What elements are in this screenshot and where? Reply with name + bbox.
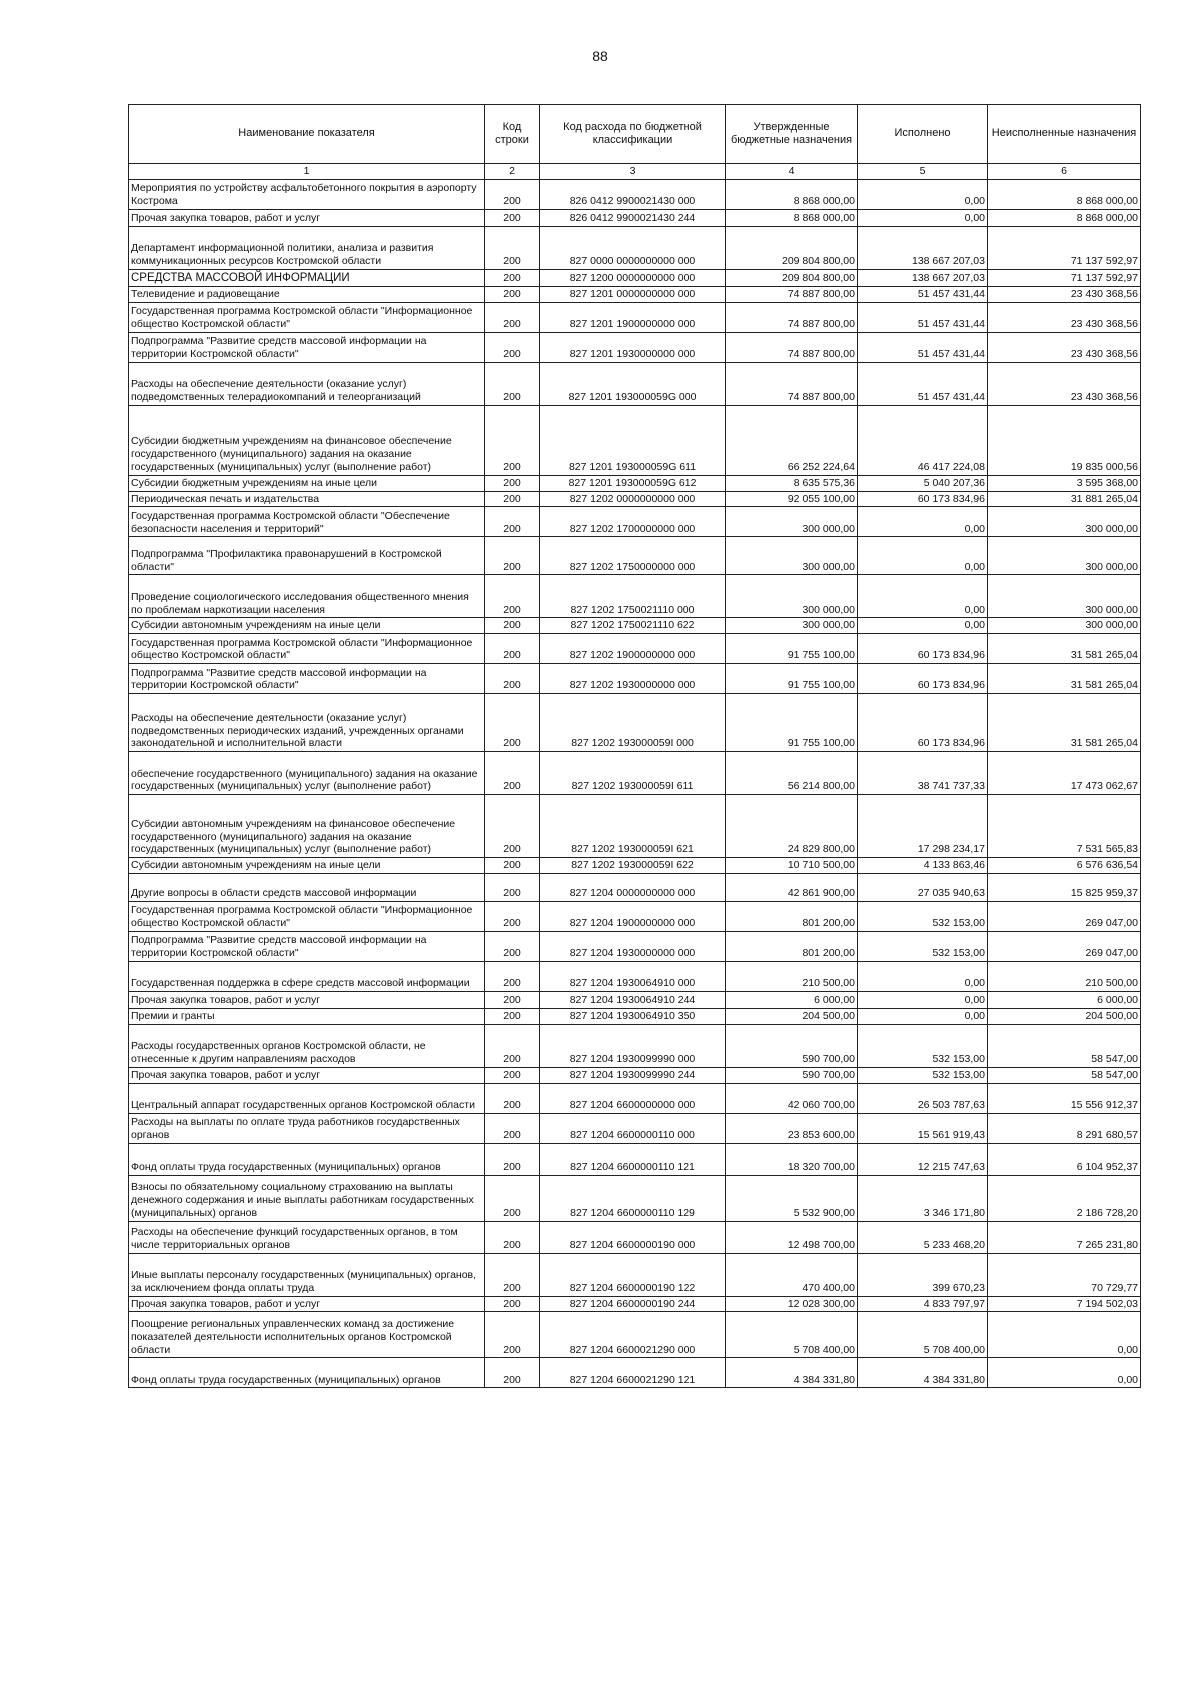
row-code: 200 bbox=[485, 932, 540, 962]
row-executed-amount: 51 457 431,44 bbox=[858, 287, 988, 303]
row-unexecuted-amount: 0,00 bbox=[988, 1358, 1141, 1388]
table-row bbox=[129, 1143, 1141, 1175]
row-unexecuted-amount: 3 595 368,00 bbox=[988, 475, 1141, 491]
row-approved-amount: 210 500,00 bbox=[726, 962, 858, 992]
table-row bbox=[129, 227, 1141, 270]
row-approved-amount: 12 028 300,00 bbox=[726, 1296, 858, 1312]
row-approved-amount: 56 214 800,00 bbox=[726, 752, 858, 795]
row-unexecuted-amount: 15 556 912,37 bbox=[988, 1083, 1141, 1113]
row-approved-amount: 24 829 800,00 bbox=[726, 795, 858, 858]
table-row bbox=[129, 1067, 1141, 1083]
row-name: СРЕДСТВА МАССОВОЙ ИНФОРМАЦИИ bbox=[129, 270, 485, 287]
row-name: Расходы на обеспечение деятельности (оказание услуг) подведомственных телерадиокомпаний и телеорганизаций bbox=[129, 362, 485, 405]
row-classification-code: 827 1202 1900000000 000 bbox=[540, 634, 726, 664]
row-name: Государственная программа Костромской области "Информационное общество Костромской области" bbox=[129, 902, 485, 932]
row-executed-amount: 0,00 bbox=[858, 618, 988, 634]
table-row bbox=[129, 1296, 1141, 1312]
row-code: 200 bbox=[485, 227, 540, 270]
row-classification-code: 826 0412 9900021430 000 bbox=[540, 180, 726, 210]
row-code: 200 bbox=[485, 362, 540, 405]
row-approved-amount: 5 532 900,00 bbox=[726, 1175, 858, 1221]
row-executed-amount: 27 035 940,63 bbox=[858, 874, 988, 902]
row-code: 200 bbox=[485, 1253, 540, 1296]
row-unexecuted-amount: 70 729,77 bbox=[988, 1253, 1141, 1296]
row-name: Мероприятия по устройству асфальтобетонного покрытия в аэропорту Кострома bbox=[129, 180, 485, 210]
table-row bbox=[129, 537, 1141, 575]
column-number: 2 bbox=[485, 164, 540, 180]
row-approved-amount: 91 755 100,00 bbox=[726, 694, 858, 752]
row-name: обеспечение государственного (муниципального) задания на оказание государственных (муниципальных) услуг (выполнение работ) bbox=[129, 752, 485, 795]
row-unexecuted-amount: 7 531 565,83 bbox=[988, 795, 1141, 858]
row-name: Государственная программа Костромской области "Информационное общество Костромской области" bbox=[129, 302, 485, 332]
table-row bbox=[129, 795, 1141, 858]
row-executed-amount: 399 670,23 bbox=[858, 1253, 988, 1296]
row-code: 200 bbox=[485, 1067, 540, 1083]
row-executed-amount: 4 833 797,97 bbox=[858, 1296, 988, 1312]
row-approved-amount: 92 055 100,00 bbox=[726, 491, 858, 507]
row-classification-code: 827 1204 1930064910 000 bbox=[540, 962, 726, 992]
row-executed-amount: 60 173 834,96 bbox=[858, 491, 988, 507]
table-row bbox=[129, 1221, 1141, 1253]
header-classification: Код расхода по бюджетной классификации bbox=[540, 105, 726, 164]
row-executed-amount: 60 173 834,96 bbox=[858, 634, 988, 664]
row-classification-code: 827 1204 6600000110 000 bbox=[540, 1113, 726, 1143]
row-unexecuted-amount: 23 430 368,56 bbox=[988, 362, 1141, 405]
table-row bbox=[129, 302, 1141, 332]
row-code: 200 bbox=[485, 874, 540, 902]
row-code: 200 bbox=[485, 270, 540, 287]
row-name: Государственная программа Костромской области "Обеспечение безопасности населения и территорий" bbox=[129, 507, 485, 537]
row-approved-amount: 300 000,00 bbox=[726, 507, 858, 537]
table-row bbox=[129, 575, 1141, 618]
row-executed-amount: 15 561 919,43 bbox=[858, 1113, 988, 1143]
row-approved-amount: 590 700,00 bbox=[726, 1067, 858, 1083]
row-code: 200 bbox=[485, 332, 540, 362]
row-executed-amount: 0,00 bbox=[858, 537, 988, 575]
row-executed-amount: 12 215 747,63 bbox=[858, 1143, 988, 1175]
row-executed-amount: 4 133 863,46 bbox=[858, 858, 988, 874]
row-approved-amount: 66 252 224,64 bbox=[726, 405, 858, 475]
row-code: 200 bbox=[485, 634, 540, 664]
row-classification-code: 827 1204 1930099990 244 bbox=[540, 1067, 726, 1083]
row-executed-amount: 51 457 431,44 bbox=[858, 362, 988, 405]
table-row bbox=[129, 1358, 1141, 1388]
table-row bbox=[129, 270, 1141, 287]
page-number: 88 bbox=[592, 48, 608, 64]
row-code: 200 bbox=[485, 752, 540, 795]
table-row bbox=[129, 932, 1141, 962]
row-name: Субсидии автономным учреждениям на иные цели bbox=[129, 858, 485, 874]
row-name: Прочая закупка товаров, работ и услуг bbox=[129, 1067, 485, 1083]
row-classification-code: 827 1204 6600000190 000 bbox=[540, 1221, 726, 1253]
column-numbers-row bbox=[129, 164, 1141, 180]
row-unexecuted-amount: 23 430 368,56 bbox=[988, 302, 1141, 332]
row-name: Другие вопросы в области средств массовой информации bbox=[129, 874, 485, 902]
table-row bbox=[129, 634, 1141, 664]
row-classification-code: 827 1204 6600000110 129 bbox=[540, 1175, 726, 1221]
row-code: 200 bbox=[485, 491, 540, 507]
row-name: Субсидии бюджетным учреждениям на финансовое обеспечение государственного (муниципального) задания на оказание государственных (муниципальных) услуг (выполнение работ) bbox=[129, 405, 485, 475]
row-unexecuted-amount: 7 265 231,80 bbox=[988, 1221, 1141, 1253]
row-unexecuted-amount: 269 047,00 bbox=[988, 932, 1141, 962]
row-name: Периодическая печать и издательства bbox=[129, 491, 485, 507]
row-unexecuted-amount: 300 000,00 bbox=[988, 537, 1141, 575]
row-approved-amount: 590 700,00 bbox=[726, 1024, 858, 1067]
column-number: 4 bbox=[726, 164, 858, 180]
table-row bbox=[129, 1312, 1141, 1358]
table-row bbox=[129, 1175, 1141, 1221]
row-unexecuted-amount: 17 473 062,67 bbox=[988, 752, 1141, 795]
table-row bbox=[129, 902, 1141, 932]
row-classification-code: 827 1204 1900000000 000 bbox=[540, 902, 726, 932]
row-classification-code: 827 1201 0000000000 000 bbox=[540, 287, 726, 303]
row-classification-code: 827 1204 1930064910 244 bbox=[540, 992, 726, 1009]
row-approved-amount: 18 320 700,00 bbox=[726, 1143, 858, 1175]
row-executed-amount: 17 298 234,17 bbox=[858, 795, 988, 858]
row-name: Подпрограмма "Развитие средств массовой информации на территории Костромской области" bbox=[129, 332, 485, 362]
row-approved-amount: 204 500,00 bbox=[726, 1009, 858, 1025]
row-code: 200 bbox=[485, 1113, 540, 1143]
row-executed-amount: 0,00 bbox=[858, 210, 988, 227]
row-classification-code: 827 1202 193000059I 000 bbox=[540, 694, 726, 752]
table-row bbox=[129, 507, 1141, 537]
budget-execution-table bbox=[128, 104, 1141, 1388]
row-name: Фонд оплаты труда государственных (муниципальных) органов bbox=[129, 1143, 485, 1175]
row-unexecuted-amount: 31 581 265,04 bbox=[988, 634, 1141, 664]
row-name: Подпрограмма "Развитие средств массовой информации на территории Костромской области" bbox=[129, 932, 485, 962]
row-executed-amount: 532 153,00 bbox=[858, 932, 988, 962]
row-classification-code: 827 1202 1750000000 000 bbox=[540, 537, 726, 575]
table-row bbox=[129, 858, 1141, 874]
row-name: Иные выплаты персоналу государственных (муниципальных) органов, за исключением фонда оплаты труда bbox=[129, 1253, 485, 1296]
row-code: 200 bbox=[485, 902, 540, 932]
row-approved-amount: 801 200,00 bbox=[726, 932, 858, 962]
row-unexecuted-amount: 7 194 502,03 bbox=[988, 1296, 1141, 1312]
row-code: 200 bbox=[485, 302, 540, 332]
table-header bbox=[129, 105, 1141, 180]
header-name: Наименование показателя bbox=[129, 105, 485, 164]
row-name: Субсидии бюджетным учреждениям на иные цели bbox=[129, 475, 485, 491]
row-approved-amount: 74 887 800,00 bbox=[726, 362, 858, 405]
row-code: 200 bbox=[485, 507, 540, 537]
row-classification-code: 827 1201 1930000000 000 bbox=[540, 332, 726, 362]
row-name: Прочая закупка товаров, работ и услуг bbox=[129, 1296, 485, 1312]
row-approved-amount: 10 710 500,00 bbox=[726, 858, 858, 874]
row-unexecuted-amount: 15 825 959,37 bbox=[988, 874, 1141, 902]
table-row bbox=[129, 287, 1141, 303]
row-name: Прочая закупка товаров, работ и услуг bbox=[129, 210, 485, 227]
row-unexecuted-amount: 8 291 680,57 bbox=[988, 1113, 1141, 1143]
row-executed-amount: 0,00 bbox=[858, 992, 988, 1009]
row-name: Взносы по обязательному социальному страхованию на выплаты денежного содержания и иные выплаты работникам государственных (муниципальных) органов bbox=[129, 1175, 485, 1221]
row-unexecuted-amount: 300 000,00 bbox=[988, 507, 1141, 537]
table-row bbox=[129, 1024, 1141, 1067]
header-code: Код строки bbox=[485, 105, 540, 164]
row-classification-code: 827 1204 6600000110 121 bbox=[540, 1143, 726, 1175]
row-code: 200 bbox=[485, 1083, 540, 1113]
row-approved-amount: 42 861 900,00 bbox=[726, 874, 858, 902]
row-unexecuted-amount: 23 430 368,56 bbox=[988, 287, 1141, 303]
row-executed-amount: 51 457 431,44 bbox=[858, 302, 988, 332]
row-code: 200 bbox=[485, 795, 540, 858]
row-unexecuted-amount: 300 000,00 bbox=[988, 618, 1141, 634]
header-unexecuted: Неисполненные назначения bbox=[988, 105, 1141, 164]
row-code: 200 bbox=[485, 664, 540, 694]
column-number: 3 bbox=[540, 164, 726, 180]
row-executed-amount: 26 503 787,63 bbox=[858, 1083, 988, 1113]
row-classification-code: 827 1204 1930000000 000 bbox=[540, 932, 726, 962]
row-name: Расходы на выплаты по оплате труда работников государственных органов bbox=[129, 1113, 485, 1143]
row-name: Телевидение и радиовещание bbox=[129, 287, 485, 303]
row-code: 200 bbox=[485, 858, 540, 874]
row-unexecuted-amount: 23 430 368,56 bbox=[988, 332, 1141, 362]
row-classification-code: 826 0412 9900021430 244 bbox=[540, 210, 726, 227]
row-unexecuted-amount: 31 581 265,04 bbox=[988, 694, 1141, 752]
row-code: 200 bbox=[485, 1221, 540, 1253]
row-approved-amount: 300 000,00 bbox=[726, 537, 858, 575]
row-unexecuted-amount: 0,00 bbox=[988, 1312, 1141, 1358]
row-code: 200 bbox=[485, 1312, 540, 1358]
header-executed: Исполнено bbox=[858, 105, 988, 164]
row-unexecuted-amount: 8 868 000,00 bbox=[988, 210, 1141, 227]
row-classification-code: 827 1201 1900000000 000 bbox=[540, 302, 726, 332]
row-classification-code: 827 1204 1930064910 350 bbox=[540, 1009, 726, 1025]
table-row bbox=[129, 362, 1141, 405]
row-approved-amount: 8 635 575,36 bbox=[726, 475, 858, 491]
row-code: 200 bbox=[485, 1296, 540, 1312]
row-unexecuted-amount: 71 137 592,97 bbox=[988, 227, 1141, 270]
row-approved-amount: 5 708 400,00 bbox=[726, 1312, 858, 1358]
row-classification-code: 827 1202 0000000000 000 bbox=[540, 491, 726, 507]
column-number: 1 bbox=[129, 164, 485, 180]
row-classification-code: 827 1204 6600021290 121 bbox=[540, 1358, 726, 1388]
table-row bbox=[129, 210, 1141, 227]
row-executed-amount: 4 384 331,80 bbox=[858, 1358, 988, 1388]
table-row bbox=[129, 618, 1141, 634]
row-code: 200 bbox=[485, 210, 540, 227]
row-classification-code: 827 1202 1750021110 000 bbox=[540, 575, 726, 618]
row-executed-amount: 38 741 737,33 bbox=[858, 752, 988, 795]
table-row bbox=[129, 1083, 1141, 1113]
row-executed-amount: 532 153,00 bbox=[858, 1024, 988, 1067]
row-name: Проведение социологического исследования общественного мнения по проблемам наркотизации населения bbox=[129, 575, 485, 618]
row-name: Расходы на обеспечение деятельности (оказание услуг) подведомственных периодических изданий, учрежденных органами законодательной и исполнительной власти bbox=[129, 694, 485, 752]
row-code: 200 bbox=[485, 475, 540, 491]
header-approved: Утвержденные бюджетные назначения bbox=[726, 105, 858, 164]
row-code: 200 bbox=[485, 618, 540, 634]
row-executed-amount: 532 153,00 bbox=[858, 902, 988, 932]
row-unexecuted-amount: 19 835 000,56 bbox=[988, 405, 1141, 475]
row-unexecuted-amount: 58 547,00 bbox=[988, 1067, 1141, 1083]
row-classification-code: 827 1202 193000059I 622 bbox=[540, 858, 726, 874]
row-executed-amount: 5 233 468,20 bbox=[858, 1221, 988, 1253]
row-executed-amount: 138 667 207,03 bbox=[858, 227, 988, 270]
row-code: 200 bbox=[485, 1009, 540, 1025]
row-code: 200 bbox=[485, 180, 540, 210]
row-unexecuted-amount: 31 881 265,04 bbox=[988, 491, 1141, 507]
table-row bbox=[129, 332, 1141, 362]
column-number: 5 bbox=[858, 164, 988, 180]
row-executed-amount: 5 708 400,00 bbox=[858, 1312, 988, 1358]
table-row bbox=[129, 1113, 1141, 1143]
row-classification-code: 827 1202 193000059I 621 bbox=[540, 795, 726, 858]
row-executed-amount: 138 667 207,03 bbox=[858, 270, 988, 287]
header-row bbox=[129, 105, 1141, 164]
row-executed-amount: 51 457 431,44 bbox=[858, 332, 988, 362]
row-classification-code: 827 0000 0000000000 000 bbox=[540, 227, 726, 270]
row-executed-amount: 60 173 834,96 bbox=[858, 664, 988, 694]
row-executed-amount: 0,00 bbox=[858, 1009, 988, 1025]
row-classification-code: 827 1202 1700000000 000 bbox=[540, 507, 726, 537]
row-classification-code: 827 1204 0000000000 000 bbox=[540, 874, 726, 902]
row-unexecuted-amount: 6 576 636,54 bbox=[988, 858, 1141, 874]
row-approved-amount: 74 887 800,00 bbox=[726, 302, 858, 332]
row-executed-amount: 46 417 224,08 bbox=[858, 405, 988, 475]
row-name: Прочая закупка товаров, работ и услуг bbox=[129, 992, 485, 1009]
table-row bbox=[129, 874, 1141, 902]
row-executed-amount: 532 153,00 bbox=[858, 1067, 988, 1083]
row-name: Государственная программа Костромской области "Информационное общество Костромской области" bbox=[129, 634, 485, 664]
row-code: 200 bbox=[485, 405, 540, 475]
table-row bbox=[129, 962, 1141, 992]
row-name: Расходы на обеспечение функций государственных органов, в том числе территориальных органов bbox=[129, 1221, 485, 1253]
row-classification-code: 827 1204 6600000190 244 bbox=[540, 1296, 726, 1312]
row-approved-amount: 91 755 100,00 bbox=[726, 664, 858, 694]
row-classification-code: 827 1202 1750021110 622 bbox=[540, 618, 726, 634]
row-executed-amount: 3 346 171,80 bbox=[858, 1175, 988, 1221]
table-body bbox=[129, 180, 1141, 1388]
table-row bbox=[129, 694, 1141, 752]
table-row bbox=[129, 992, 1141, 1009]
row-approved-amount: 209 804 800,00 bbox=[726, 227, 858, 270]
row-code: 200 bbox=[485, 1024, 540, 1067]
row-name: Субсидии автономным учреждениям на финансовое обеспечение государственного (муниципального) задания на оказание государственных (муниципальных) услуг (выполнение работ) bbox=[129, 795, 485, 858]
row-name: Поощрение региональных управленческих команд за достижение показателей деятельности исполнительных органов Костромской области bbox=[129, 1312, 485, 1358]
row-name: Премии и гранты bbox=[129, 1009, 485, 1025]
row-approved-amount: 209 804 800,00 bbox=[726, 270, 858, 287]
row-unexecuted-amount: 2 186 728,20 bbox=[988, 1175, 1141, 1221]
row-unexecuted-amount: 71 137 592,97 bbox=[988, 270, 1141, 287]
row-unexecuted-amount: 204 500,00 bbox=[988, 1009, 1141, 1025]
row-classification-code: 827 1204 1930099990 000 bbox=[540, 1024, 726, 1067]
row-classification-code: 827 1201 193000059G 000 bbox=[540, 362, 726, 405]
row-approved-amount: 12 498 700,00 bbox=[726, 1221, 858, 1253]
row-code: 200 bbox=[485, 1143, 540, 1175]
table-row bbox=[129, 664, 1141, 694]
row-code: 200 bbox=[485, 537, 540, 575]
row-code: 200 bbox=[485, 1358, 540, 1388]
table-row bbox=[129, 405, 1141, 475]
row-classification-code: 827 1204 6600021290 000 bbox=[540, 1312, 726, 1358]
table-row bbox=[129, 491, 1141, 507]
row-classification-code: 827 1202 1930000000 000 bbox=[540, 664, 726, 694]
table-row bbox=[129, 475, 1141, 491]
row-name: Подпрограмма "Профилактика правонарушений в Костромской области" bbox=[129, 537, 485, 575]
row-unexecuted-amount: 58 547,00 bbox=[988, 1024, 1141, 1067]
row-executed-amount: 0,00 bbox=[858, 575, 988, 618]
row-approved-amount: 42 060 700,00 bbox=[726, 1083, 858, 1113]
row-classification-code: 827 1201 193000059G 611 bbox=[540, 405, 726, 475]
row-approved-amount: 8 868 000,00 bbox=[726, 180, 858, 210]
column-number: 6 bbox=[988, 164, 1141, 180]
row-approved-amount: 91 755 100,00 bbox=[726, 634, 858, 664]
row-approved-amount: 8 868 000,00 bbox=[726, 210, 858, 227]
row-unexecuted-amount: 210 500,00 bbox=[988, 962, 1141, 992]
row-name: Государственная поддержка в сфере средств массовой информации bbox=[129, 962, 485, 992]
row-code: 200 bbox=[485, 962, 540, 992]
row-unexecuted-amount: 269 047,00 bbox=[988, 902, 1141, 932]
row-executed-amount: 0,00 bbox=[858, 507, 988, 537]
row-code: 200 bbox=[485, 575, 540, 618]
row-unexecuted-amount: 6 000,00 bbox=[988, 992, 1141, 1009]
row-code: 200 bbox=[485, 1175, 540, 1221]
table-row bbox=[129, 180, 1141, 210]
row-name: Центральный аппарат государственных органов Костромской области bbox=[129, 1083, 485, 1113]
row-name: Расходы государственных органов Костромской области, не отнесенные к другим направлениям расходов bbox=[129, 1024, 485, 1067]
row-code: 200 bbox=[485, 992, 540, 1009]
row-approved-amount: 74 887 800,00 bbox=[726, 287, 858, 303]
row-approved-amount: 300 000,00 bbox=[726, 618, 858, 634]
row-classification-code: 827 1201 193000059G 612 bbox=[540, 475, 726, 491]
row-name: Фонд оплаты труда государственных (муниципальных) органов bbox=[129, 1358, 485, 1388]
row-approved-amount: 6 000,00 bbox=[726, 992, 858, 1009]
row-executed-amount: 60 173 834,96 bbox=[858, 694, 988, 752]
row-approved-amount: 74 887 800,00 bbox=[726, 332, 858, 362]
row-unexecuted-amount: 300 000,00 bbox=[988, 575, 1141, 618]
row-name: Субсидии автономным учреждениям на иные цели bbox=[129, 618, 485, 634]
row-approved-amount: 23 853 600,00 bbox=[726, 1113, 858, 1143]
row-unexecuted-amount: 6 104 952,37 bbox=[988, 1143, 1141, 1175]
row-approved-amount: 4 384 331,80 bbox=[726, 1358, 858, 1388]
table-row bbox=[129, 1009, 1141, 1025]
row-classification-code: 827 1200 0000000000 000 bbox=[540, 270, 726, 287]
row-approved-amount: 300 000,00 bbox=[726, 575, 858, 618]
row-unexecuted-amount: 31 581 265,04 bbox=[988, 664, 1141, 694]
row-approved-amount: 801 200,00 bbox=[726, 902, 858, 932]
row-unexecuted-amount: 8 868 000,00 bbox=[988, 180, 1141, 210]
row-classification-code: 827 1202 193000059I 611 bbox=[540, 752, 726, 795]
table-row bbox=[129, 752, 1141, 795]
row-code: 200 bbox=[485, 287, 540, 303]
row-name: Департамент информационной политики, анализа и развития коммуникационных ресурсов Костромской области bbox=[129, 227, 485, 270]
table-row bbox=[129, 1253, 1141, 1296]
row-name: Подпрограмма "Развитие средств массовой информации на территории Костромской области" bbox=[129, 664, 485, 694]
row-executed-amount: 0,00 bbox=[858, 180, 988, 210]
row-code: 200 bbox=[485, 694, 540, 752]
row-approved-amount: 470 400,00 bbox=[726, 1253, 858, 1296]
row-executed-amount: 0,00 bbox=[858, 962, 988, 992]
row-executed-amount: 5 040 207,36 bbox=[858, 475, 988, 491]
row-classification-code: 827 1204 6600000000 000 bbox=[540, 1083, 726, 1113]
row-classification-code: 827 1204 6600000190 122 bbox=[540, 1253, 726, 1296]
